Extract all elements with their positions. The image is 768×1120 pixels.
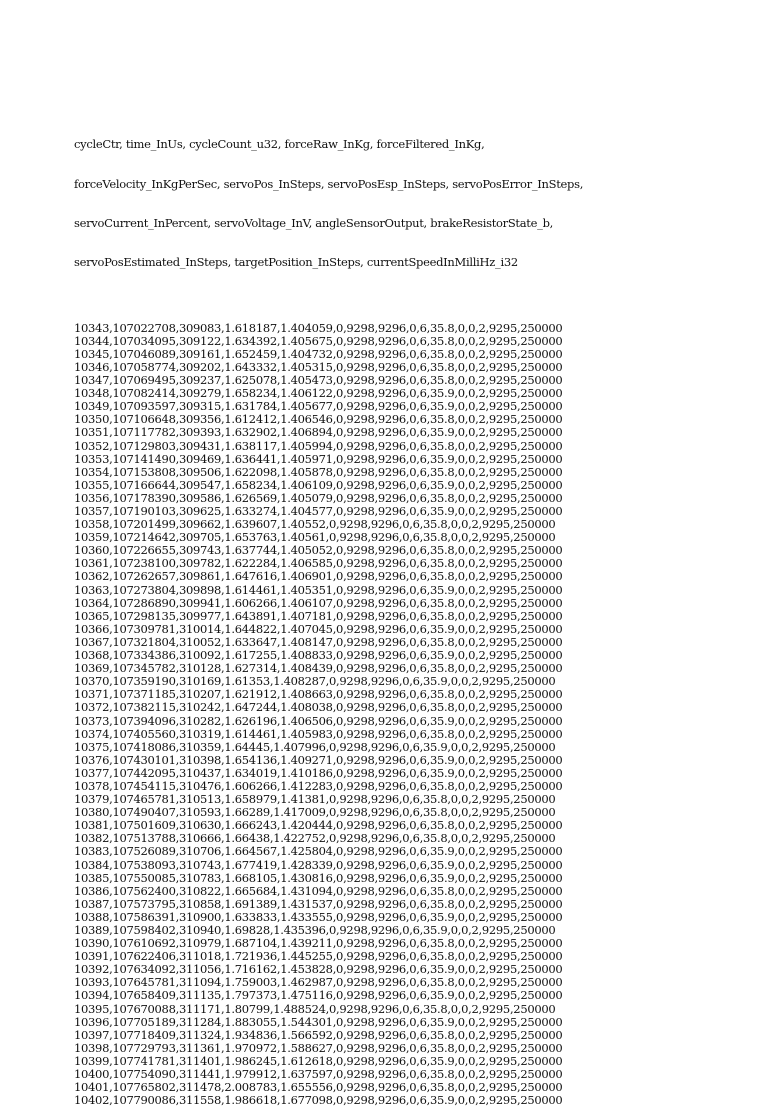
csv-data-row: 10387,107573795,310858,1.691389,1.431537,0,9298,9296,0,6,35.8,0,0,2,9295,250000 bbox=[74, 896, 563, 911]
csv-data-row: 10364,107286890,309941,1.606266,1.406107,0,9298,9296,0,6,35.8,0,0,2,9295,250000 bbox=[74, 595, 563, 610]
csv-data-row: 10383,107526089,310706,1.664567,1.425804,0,9298,9296,0,6,35.9,0,0,2,9295,250000 bbox=[74, 844, 563, 859]
csv-data-row: 10367,107321804,310052,1.633647,1.408147,0,9298,9296,0,6,35.8,0,0,2,9295,250000 bbox=[74, 634, 563, 649]
csv-data-row: 10390,107610692,310979,1.687104,1.439211,0,9298,9296,0,6,35.8,0,0,2,9295,250000 bbox=[74, 936, 563, 951]
csv-data-row: 10399,107741781,311401,1.986245,1.612618,0,9298,9296,0,6,35.9,0,0,2,9295,250000 bbox=[74, 1053, 563, 1068]
csv-data-row: 10370,107359190,310169,1.61353,1.408287,0,9298,9296,0,6,35.9,0,0,2,9295,250000 bbox=[74, 674, 556, 689]
csv-data-row: 10371,107371185,310207,1.621912,1.408663,0,9298,9296,0,6,35.8,0,0,2,9295,250000 bbox=[74, 687, 563, 702]
csv-data-row: 10376,107430101,310398,1.654136,1.409271,0,9298,9296,0,6,35.9,0,0,2,9295,250000 bbox=[74, 752, 563, 767]
csv-data-row: 10360,107226655,309743,1.637744,1.405052,0,9298,9296,0,6,35.8,0,0,2,9295,250000 bbox=[74, 543, 563, 558]
csv-data-row: 10366,107309781,310014,1.644822,1.407045,0,9298,9296,0,6,35.9,0,0,2,9295,250000 bbox=[74, 621, 563, 636]
csv-data-row: 10345,107046089,309161,1.652459,1.404732,0,9298,9296,0,6,35.8,0,0,2,9295,250000 bbox=[74, 346, 563, 361]
csv-data-row: 10373,107394096,310282,1.626196,1.406506,0,9298,9296,0,6,35.9,0,0,2,9295,250000 bbox=[74, 713, 563, 728]
csv-data-row: 10375,107418086,310359,1.64445,1.407996,0,9298,9296,0,6,35.9,0,0,2,9295,250000 bbox=[74, 739, 556, 754]
csv-data-row: 10401,107765802,311478,2.008783,1.655556,0,9298,9296,0,6,35.8,0,0,2,9295,250000 bbox=[74, 1080, 563, 1095]
csv-data-row: 10393,107645781,311094,1.759003,1.462987,0,9298,9296,0,6,35.8,0,0,2,9295,250000 bbox=[74, 975, 563, 990]
csv-data-row: 10382,107513788,310666,1.66438,1.422752,0,9298,9296,0,6,35.8,0,0,2,9295,250000 bbox=[74, 831, 556, 846]
csv-data-row: 10396,107705189,311284,1.883055,1.544301,0,9298,9296,0,6,35.9,0,0,2,9295,250000 bbox=[74, 1014, 563, 1029]
csv-data-row: 10362,107262657,309861,1.647616,1.406901,0,9298,9296,0,6,35.8,0,0,2,9295,250000 bbox=[74, 569, 563, 584]
csv-data-row: 10350,107106648,309356,1.612412,1.406546,0,9298,9296,0,6,35.8,0,0,2,9295,250000 bbox=[74, 412, 563, 427]
csv-data-row: 10352,107129803,309431,1.638117,1.405994,0,9298,9296,0,6,35.8,0,0,2,9295,250000 bbox=[74, 438, 563, 453]
csv-header-line: servoPosEstimated_InSteps, targetPosition_InSteps, currentSpeedInMilliHz_i32 bbox=[74, 255, 518, 270]
csv-data-row: 10368,107334386,310092,1.617255,1.408833,0,9298,9296,0,6,35.9,0,0,2,9295,250000 bbox=[74, 648, 563, 663]
csv-data-row: 10349,107093597,309315,1.631784,1.405677,0,9298,9296,0,6,35.9,0,0,2,9295,250000 bbox=[74, 399, 563, 414]
csv-data-row: 10359,107214642,309705,1.653763,1.40561,0,9298,9296,0,6,35.8,0,0,2,9295,250000 bbox=[74, 530, 556, 545]
csv-data-row: 10343,107022708,309083,1.618187,1.404059,0,9298,9296,0,6,35.8,0,0,2,9295,250000 bbox=[74, 320, 563, 335]
csv-data-row: 10379,107465781,310513,1.658979,1.41381,0,9298,9296,0,6,35.8,0,0,2,9295,250000 bbox=[74, 792, 556, 807]
csv-data-row: 10389,107598402,310940,1.69828,1.435396,0,9298,9296,0,6,35.9,0,0,2,9295,250000 bbox=[74, 923, 556, 937]
csv-header-line: cycleCtr, time_InUs, cycleCount_u32, forceRaw_InKg, forceFiltered_InKg, bbox=[74, 137, 485, 152]
csv-data-row: 10385,107550085,310783,1.668105,1.430816,0,9298,9296,0,6,35.9,0,0,2,9295,250000 bbox=[74, 870, 563, 885]
csv-data-row: 10397,107718409,311324,1.934836,1.566592,0,9298,9296,0,6,35.8,0,0,2,9295,250000 bbox=[74, 1027, 563, 1042]
csv-data-row: 10353,107141490,309469,1.636441,1.405971,0,9298,9296,0,6,35.9,0,0,2,9295,250000 bbox=[74, 451, 563, 466]
csv-data-row: 10394,107658409,311135,1.797373,1.475116,0,9298,9296,0,6,35.9,0,0,2,9295,250000 bbox=[74, 988, 563, 1003]
csv-data-row: 10392,107634092,311056,1.716162,1.453828,0,9298,9296,0,6,35.9,0,0,2,9295,250000 bbox=[74, 962, 563, 977]
csv-data-row: 10398,107729793,311361,1.970972,1.588627,0,9298,9296,0,6,35.8,0,0,2,9295,250000 bbox=[74, 1040, 563, 1055]
csv-data-row: 10386,107562400,310822,1.665684,1.431094,0,9298,9296,0,6,35.8,0,0,2,9295,250000 bbox=[74, 883, 563, 898]
csv-data-row: 10356,107178390,309586,1.626569,1.405079,0,9298,9296,0,6,35.8,0,0,2,9295,250000 bbox=[74, 490, 563, 505]
csv-data-row: 10400,107754090,311441,1.979912,1.637597,0,9298,9296,0,6,35.8,0,0,2,9295,250000 bbox=[74, 1067, 563, 1082]
csv-data-row: 10351,107117782,309393,1.632902,1.406894,0,9298,9296,0,6,35.9,0,0,2,9295,250000 bbox=[74, 425, 563, 440]
csv-data-row: 10363,107273804,309898,1.614461,1.405351,0,9298,9296,0,6,35.9,0,0,2,9295,250000 bbox=[74, 582, 563, 597]
csv-data-row: 10347,107069495,309237,1.625078,1.405473,0,9298,9296,0,6,35.8,0,0,2,9295,250000 bbox=[74, 373, 563, 388]
csv-data-row: 10348,107082414,309279,1.658234,1.406122,0,9298,9296,0,6,35.9,0,0,2,9295,250000 bbox=[74, 386, 563, 401]
csv-data-row: 10391,107622406,311018,1.721936,1.445255,0,9298,9296,0,6,35.8,0,0,2,9295,250000 bbox=[74, 949, 563, 964]
csv-data-row: 10344,107034095,309122,1.634392,1.405675,0,9298,9296,0,6,35.8,0,0,2,9295,250000 bbox=[74, 333, 563, 348]
csv-data-row: 10357,107190103,309625,1.633274,1.404577,0,9298,9296,0,6,35.9,0,0,2,9295,250000 bbox=[74, 504, 563, 518]
csv-data-row: 10365,107298135,309977,1.643891,1.407181,0,9298,9296,0,6,35.8,0,0,2,9295,250000 bbox=[74, 608, 563, 623]
csv-data-row: 10361,107238100,309782,1.622284,1.406585,0,9298,9296,0,6,35.8,0,0,2,9295,250000 bbox=[74, 556, 563, 571]
csv-data-row: 10374,107405560,310319,1.614461,1.405983,0,9298,9296,0,6,35.8,0,0,2,9295,250000 bbox=[74, 726, 563, 741]
csv-data-row: 10346,107058774,309202,1.643332,1.405315,0,9298,9296,0,6,35.8,0,0,2,9295,250000 bbox=[74, 359, 563, 374]
csv-data-row: 10354,107153808,309506,1.622098,1.405878,0,9298,9296,0,6,35.8,0,0,2,9295,250000 bbox=[74, 464, 563, 479]
csv-data-row: 10377,107442095,310437,1.634019,1.410186,0,9298,9296,0,6,35.9,0,0,2,9295,250000 bbox=[74, 765, 563, 780]
csv-document bbox=[74, 86, 754, 1120]
csv-data-row: 10355,107166644,309547,1.658234,1.406109,0,9298,9296,0,6,35.9,0,0,2,9295,250000 bbox=[74, 477, 563, 492]
csv-data-row: 10369,107345782,310128,1.627314,1.408439,0,9298,9296,0,6,35.8,0,0,2,9295,250000 bbox=[74, 661, 563, 676]
csv-header bbox=[74, 112, 754, 295]
csv-data-row: 10372,107382115,310242,1.647244,1.408038,0,9298,9296,0,6,35.8,0,0,2,9295,250000 bbox=[74, 700, 563, 715]
csv-data-row: 10384,107538093,310743,1.677419,1.428339,0,9298,9296,0,6,35.9,0,0,2,9295,250000 bbox=[74, 857, 563, 872]
csv-data-row: 10380,107490407,310593,1.66289,1.417009,0,9298,9296,0,6,35.8,0,0,2,9295,250000 bbox=[74, 805, 556, 820]
csv-data-rows bbox=[74, 322, 754, 1108]
csv-header-line: forceVelocity_InKgPerSec, servoPos_InSteps, servoPosEsp_InSteps, servoPosError_InSteps, bbox=[74, 176, 584, 191]
csv-data-row: 10381,107501609,310630,1.666243,1.420444,0,9298,9296,0,6,35.8,0,0,2,9295,250000 bbox=[74, 818, 563, 833]
csv-data-row: 10358,107201499,309662,1.639607,1.40552,0,9298,9296,0,6,35.8,0,0,2,9295,250000 bbox=[74, 517, 556, 532]
csv-data-row: 10402,107790086,311558,1.986618,1.677098,0,9298,9296,0,6,35.9,0,0,2,9295,250000 bbox=[74, 1093, 563, 1108]
csv-header-line: servoCurrent_InPercent, servoVoltage_InV, angleSensorOutput, brakeResistorState_b, bbox=[74, 215, 553, 230]
csv-data-row: 10378,107454115,310476,1.606266,1.412283,0,9298,9296,0,6,35.8,0,0,2,9295,250000 bbox=[74, 778, 563, 793]
csv-data-row: 10388,107586391,310900,1.633833,1.433555,0,9298,9296,0,6,35.9,0,0,2,9295,250000 bbox=[74, 909, 563, 924]
csv-data-row: 10395,107670088,311171,1.80799,1.488524,0,9298,9296,0,6,35.8,0,0,2,9295,250000 bbox=[74, 1001, 556, 1016]
